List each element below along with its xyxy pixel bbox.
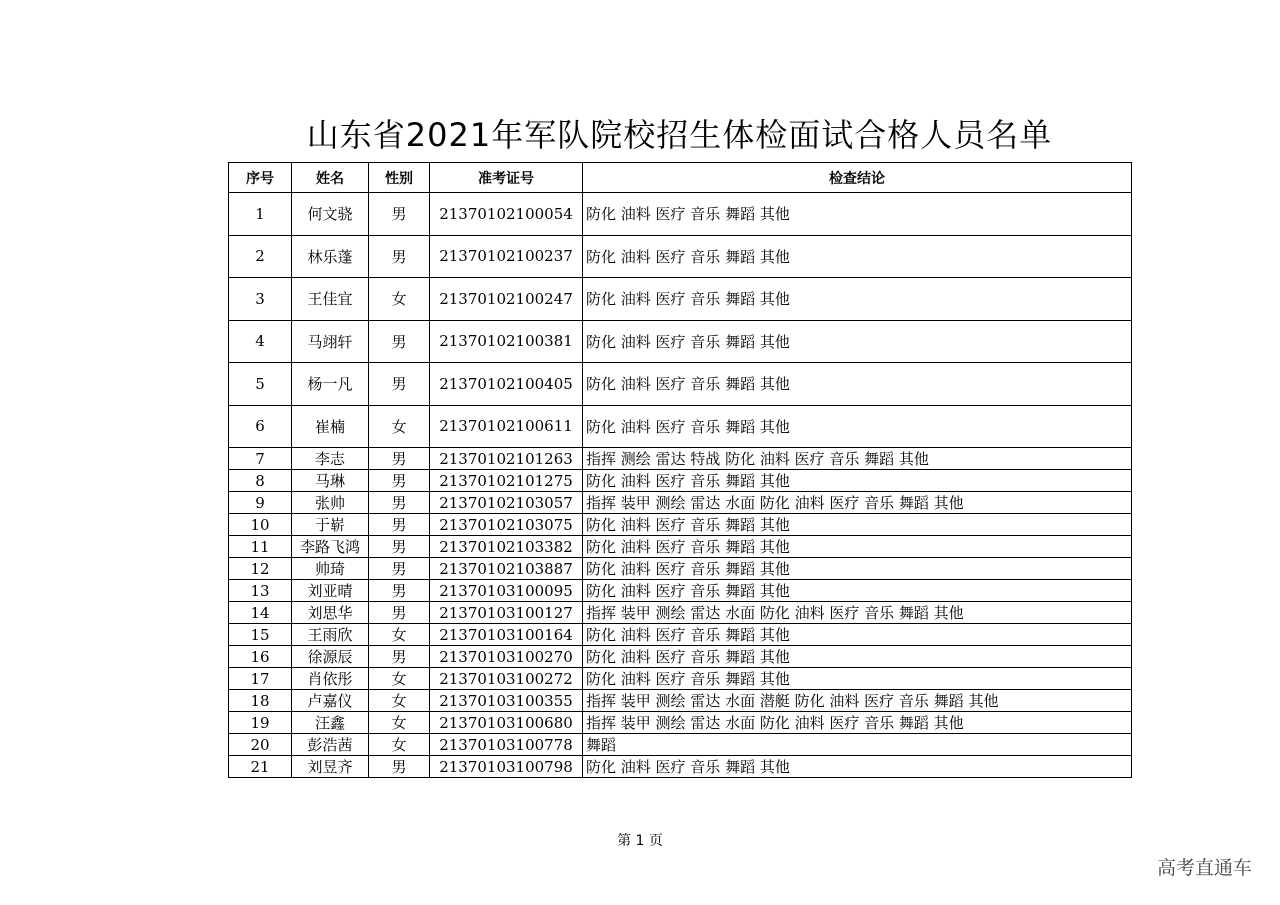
column-header-exam-id: 准考证号 [430,163,583,193]
cell-exam-id: 21370102103075 [430,514,583,536]
cell-gender: 男 [369,514,430,536]
cell-gender: 男 [369,558,430,580]
cell-gender: 男 [369,193,430,236]
page-title: 山东省2021年军队院校招生体检面试合格人员名单 [306,116,1053,154]
cell-index: 13 [229,580,292,602]
cell-result: 防化 油料 医疗 音乐 舞蹈 其他 [583,646,1132,668]
cell-gender: 男 [369,235,430,278]
watermark: 高考直通车 [1156,857,1252,879]
cell-exam-id: 21370102101275 [430,470,583,492]
cell-result: 防化 油料 医疗 音乐 舞蹈 其他 [583,320,1132,363]
results-table [228,162,1132,778]
cell-result: 防化 油料 医疗 音乐 舞蹈 其他 [583,470,1132,492]
table-row [229,624,1132,646]
cell-result: 防化 油料 医疗 音乐 舞蹈 其他 [583,536,1132,558]
table-row [229,558,1132,580]
cell-exam-id: 21370102100405 [430,363,583,406]
table-row [229,668,1132,690]
cell-exam-id: 21370102103057 [430,492,583,514]
table-row [229,235,1132,278]
cell-name: 于崭 [292,514,369,536]
cell-result: 指挥 装甲 测绘 雷达 水面 防化 油料 医疗 音乐 舞蹈 其他 [583,492,1132,514]
cell-index: 19 [229,712,292,734]
cell-name: 何文骁 [292,193,369,236]
cell-result: 防化 油料 医疗 音乐 舞蹈 其他 [583,278,1132,321]
table-row [229,756,1132,778]
cell-name: 汪鑫 [292,712,369,734]
cell-exam-id: 21370103100680 [430,712,583,734]
cell-exam-id: 21370103100798 [430,756,583,778]
cell-name: 林乐蓬 [292,235,369,278]
cell-result: 防化 油料 医疗 音乐 舞蹈 其他 [583,235,1132,278]
column-header-gender: 性别 [369,163,430,193]
column-header-result: 检查结论 [583,163,1132,193]
cell-gender: 女 [369,405,430,448]
table-row [229,514,1132,536]
cell-index: 21 [229,756,292,778]
table-row [229,646,1132,668]
cell-result: 防化 油料 医疗 音乐 舞蹈 其他 [583,668,1132,690]
cell-index: 3 [229,278,292,321]
table-row [229,602,1132,624]
cell-result: 防化 油料 医疗 音乐 舞蹈 其他 [583,558,1132,580]
table-header-row [229,163,1132,193]
cell-gender: 男 [369,580,430,602]
cell-index: 1 [229,193,292,236]
cell-index: 5 [229,363,292,406]
cell-gender: 女 [369,278,430,321]
cell-gender: 男 [369,320,430,363]
cell-exam-id: 21370102100237 [430,235,583,278]
cell-result: 防化 油料 医疗 音乐 舞蹈 其他 [583,405,1132,448]
table-row [229,580,1132,602]
column-header-index: 序号 [229,163,292,193]
cell-name: 刘亚晴 [292,580,369,602]
cell-index: 4 [229,320,292,363]
cell-gender: 男 [369,536,430,558]
cell-index: 7 [229,448,292,470]
cell-exam-id: 21370103100270 [430,646,583,668]
cell-exam-id: 21370102103887 [430,558,583,580]
table-row [229,278,1132,321]
cell-exam-id: 21370103100355 [430,690,583,712]
cell-exam-id: 21370102100247 [430,278,583,321]
cell-name: 刘思华 [292,602,369,624]
table-row [229,193,1132,236]
table-row [229,363,1132,406]
cell-name: 杨一凡 [292,363,369,406]
cell-name: 徐源辰 [292,646,369,668]
cell-exam-id: 21370102101263 [430,448,583,470]
cell-gender: 男 [369,756,430,778]
table-row [229,712,1132,734]
cell-name: 马琳 [292,470,369,492]
table-row [229,492,1132,514]
table-row [229,448,1132,470]
cell-gender: 女 [369,690,430,712]
cell-gender: 女 [369,668,430,690]
cell-index: 9 [229,492,292,514]
cell-index: 10 [229,514,292,536]
cell-name: 刘昱齐 [292,756,369,778]
cell-name: 王佳宜 [292,278,369,321]
column-header-name: 姓名 [292,163,369,193]
cell-index: 15 [229,624,292,646]
table-row [229,536,1132,558]
cell-gender: 男 [369,492,430,514]
cell-index: 18 [229,690,292,712]
cell-name: 彭浩茜 [292,734,369,756]
table-row [229,470,1132,492]
cell-exam-id: 21370102100054 [430,193,583,236]
cell-exam-id: 21370102100611 [430,405,583,448]
cell-gender: 男 [369,646,430,668]
cell-index: 11 [229,536,292,558]
table-row [229,690,1132,712]
cell-result: 防化 油料 医疗 音乐 舞蹈 其他 [583,624,1132,646]
cell-gender: 男 [369,448,430,470]
cell-result: 指挥 测绘 雷达 特战 防化 油料 医疗 音乐 舞蹈 其他 [583,448,1132,470]
cell-index: 8 [229,470,292,492]
cell-name: 崔楠 [292,405,369,448]
cell-name: 李志 [292,448,369,470]
cell-gender: 男 [369,363,430,406]
cell-index: 2 [229,235,292,278]
cell-gender: 女 [369,734,430,756]
cell-index: 12 [229,558,292,580]
cell-result: 防化 油料 医疗 音乐 舞蹈 其他 [583,514,1132,536]
cell-name: 王雨欣 [292,624,369,646]
cell-exam-id: 21370103100778 [430,734,583,756]
cell-exam-id: 21370103100272 [430,668,583,690]
cell-result: 防化 油料 医疗 音乐 舞蹈 其他 [583,580,1132,602]
cell-index: 14 [229,602,292,624]
cell-name: 卢嘉仪 [292,690,369,712]
cell-name: 帅琦 [292,558,369,580]
cell-name: 李路飞鸿 [292,536,369,558]
table-row [229,734,1132,756]
cell-result: 防化 油料 医疗 音乐 舞蹈 其他 [583,363,1132,406]
cell-exam-id: 21370103100127 [430,602,583,624]
cell-result: 防化 油料 医疗 音乐 舞蹈 其他 [583,756,1132,778]
cell-gender: 男 [369,470,430,492]
cell-exam-id: 21370103100095 [430,580,583,602]
cell-name: 肖依彤 [292,668,369,690]
table-row [229,320,1132,363]
table-row [229,405,1132,448]
cell-index: 16 [229,646,292,668]
page-number: 第 1 页 [617,833,663,849]
cell-result: 指挥 装甲 测绘 雷达 水面 潜艇 防化 油料 医疗 音乐 舞蹈 其他 [583,690,1132,712]
cell-name: 马翊轩 [292,320,369,363]
cell-exam-id: 21370102100381 [430,320,583,363]
cell-name: 张帅 [292,492,369,514]
cell-exam-id: 21370102103382 [430,536,583,558]
cell-result: 防化 油料 医疗 音乐 舞蹈 其他 [583,193,1132,236]
cell-gender: 男 [369,602,430,624]
cell-result: 舞蹈 [583,734,1132,756]
cell-exam-id: 21370103100164 [430,624,583,646]
cell-index: 17 [229,668,292,690]
cell-index: 6 [229,405,292,448]
cell-gender: 女 [369,624,430,646]
cell-index: 20 [229,734,292,756]
cell-result: 指挥 装甲 测绘 雷达 水面 防化 油料 医疗 音乐 舞蹈 其他 [583,602,1132,624]
cell-gender: 女 [369,712,430,734]
cell-result: 指挥 装甲 测绘 雷达 水面 防化 油料 医疗 音乐 舞蹈 其他 [583,712,1132,734]
